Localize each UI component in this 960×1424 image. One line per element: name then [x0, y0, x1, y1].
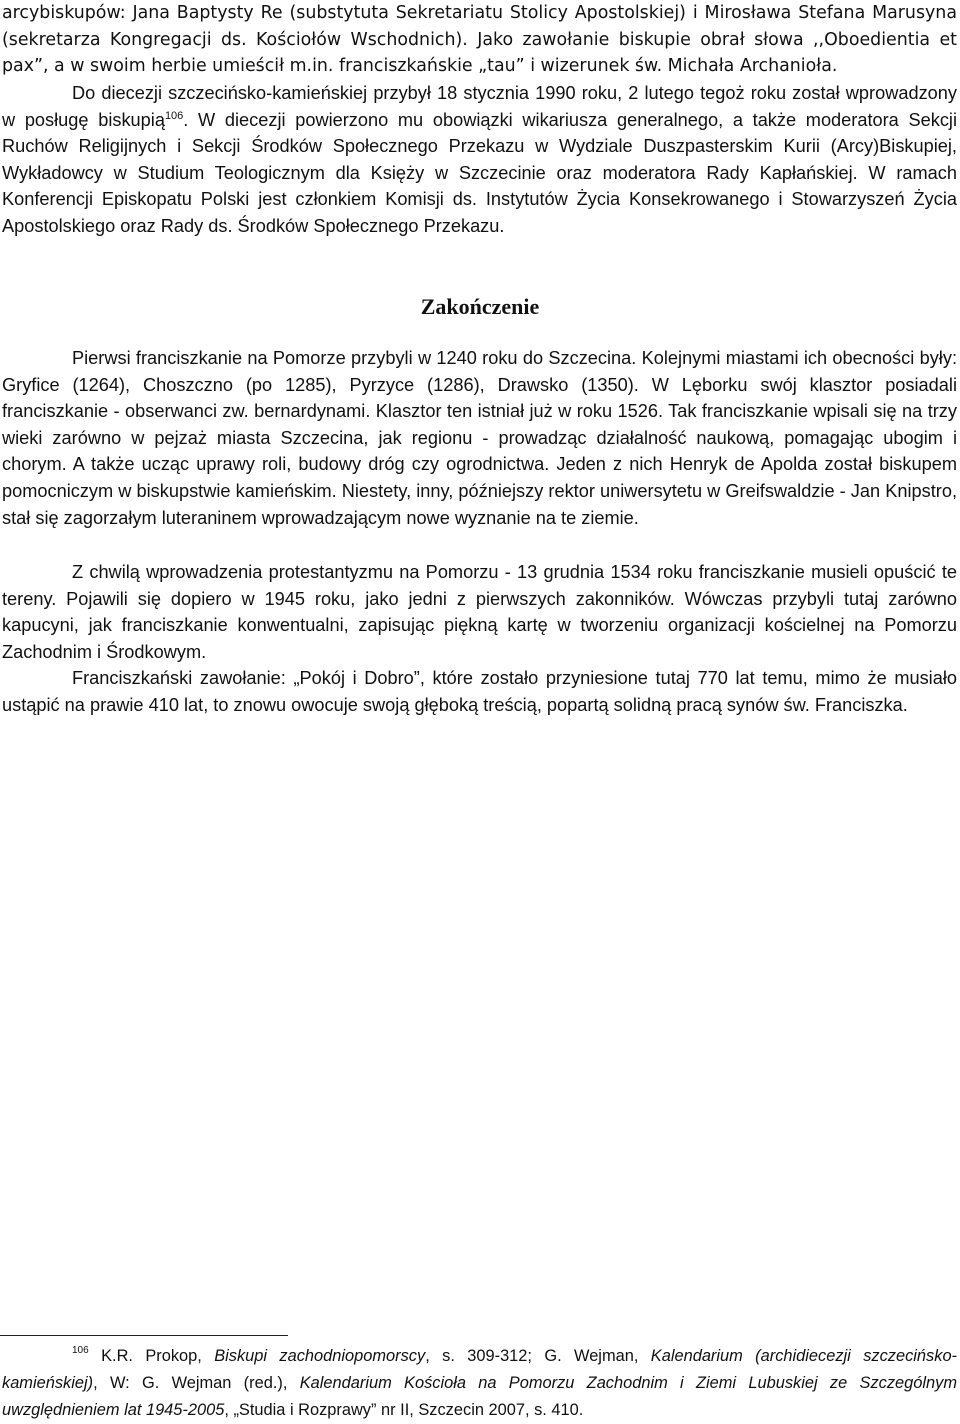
footnote	[2, 1343, 957, 1424]
footnote-part: K.R. Prokop,	[101, 1347, 215, 1365]
footnote-part: , s. 309-312; G. Wejman,	[425, 1347, 651, 1365]
paragraph-protestantism: Z chwilą wprowadzenia protestantyzmu na Pomorzu - 13 grudnia 1534 roku franciszkanie musieli opuścić te tereny. Pojawili się dopiero w 1945 roku, jako jedni z pierwszych zakonników. Wówczas przybyli tutaj zarówno kapucyni, jak franciszkanie konwentualni, zapisując piękną kartę w tworzeniu organizacji kościelnej na Pomorzu Zachodnim i Środkowym.	[2, 562, 957, 662]
footnote-part: Kalendarium (archidiecezji szczecińsko-kamieńskiej)	[2, 1347, 958, 1392]
footnote-part: , W: G. Wejman (red.),	[93, 1374, 300, 1392]
footnote-part: , „Studia i Rozprawy” nr II, Szczecin 2007, s. 410.	[224, 1401, 584, 1419]
paragraph-episcopal-motto: arcybiskupów: Jana Baptysty Re (substytuta Sekretariatu Stolicy Apostolskiej) i Mirosława Stefana Marusyna (sekretarza Kongregacji ds. Kościołów Wschodnich). Jako zawołanie biskupie obrał słowa ,,Oboedientia et pax”, a w swoim herbie umieścił m.in. franciszkańskie „tau” i wizerunek św. Michała Archanioła.	[2, 3, 957, 77]
paragraph-text-before-ref: Do diecezji szczecińsko-kamieńskiej przybył 18 stycznia 1990 roku, 2 lutego tegoż roku został wprowadzony w posługę biskupią	[2, 83, 957, 130]
paragraph-motto-closing: Franciszkański zawołanie: „Pokój i Dobro”, które zostało przyniesione tutaj 770 lat temu, mimo że musiało ustąpić na prawie 410 lat, to znowu owocuje swoją głęboką treścią, popartą solidną pracą synów św. Franciszka.	[2, 668, 957, 715]
footnote-part: Kalendarium Kościoła na Pomorzu Zachodnim i Ziemi Lubuskiej ze Szczególnym uwzględnieniem lat 1945-2005	[2, 1374, 957, 1419]
section-heading: Zakończenie	[420, 294, 540, 319]
paragraph-diocese-arrival	[2, 80, 957, 240]
footnote-separator	[0, 1335, 288, 1336]
footnote-part: Biskupi zachodniopomorscy	[214, 1347, 426, 1365]
paragraph-franciscans-history: Pierwsi franciszkanie na Pomorze przybyli w 1240 roku do Szczecina. Kolejnymi miastami ich obecności były: Gryfice (1264), Choszczno (po 1285), Pyrzyce (1286), Drawsko (1350). W Lęborku swój klasztor posiadali franciszkanie - obserwanci zw. bernardynami. Klasztor ten istniał już w roku 1526. Tak franciszkanie wpisali się na trzy wieki zarówno w pejzaż miasta Szczecina, jak regionu - prowadząc działalność naukową, pomagając ubogim i chorym. A także ucząc uprawy roli, budowy dróg czy ogrodnictwa. Jeden z nich Henryk de Apolda został biskupem pomocniczym w biskupstwie kamieńskim. Niestety, inny, późniejszy rektor uniwersytetu w Greifswaldzie - Jan Knipstro, stał się zagorzałym luteraninem wprowadzającym nowe wyznanie na te ziemie.	[2, 348, 957, 528]
footnote-number: 106	[72, 1345, 89, 1356]
paragraph-text-after-ref: . W diecezji powierzono mu obowiązki wikariusza generalnego, a także moderatora Sekcji Ruchów Religijnych i Sekcji Środków Społecznego Przekazu w Wydziale Duszpasterskim Kurii (Arcy)Biskupiej, Wykładowcy w Studium Teologicznym dla Księży w Szczecinie oraz moderatora Rady Kapłańskiej. W ramach Konferencji Episkopatu Polski jest członkiem Komisji ds. Instytutów Życia Konsekrowanego i Stowarzyszeń Życia Apostolskiego oraz Rady ds. Środków Społecznego Przekazu.	[2, 109, 957, 236]
footnote-reference: 106	[164, 109, 184, 122]
